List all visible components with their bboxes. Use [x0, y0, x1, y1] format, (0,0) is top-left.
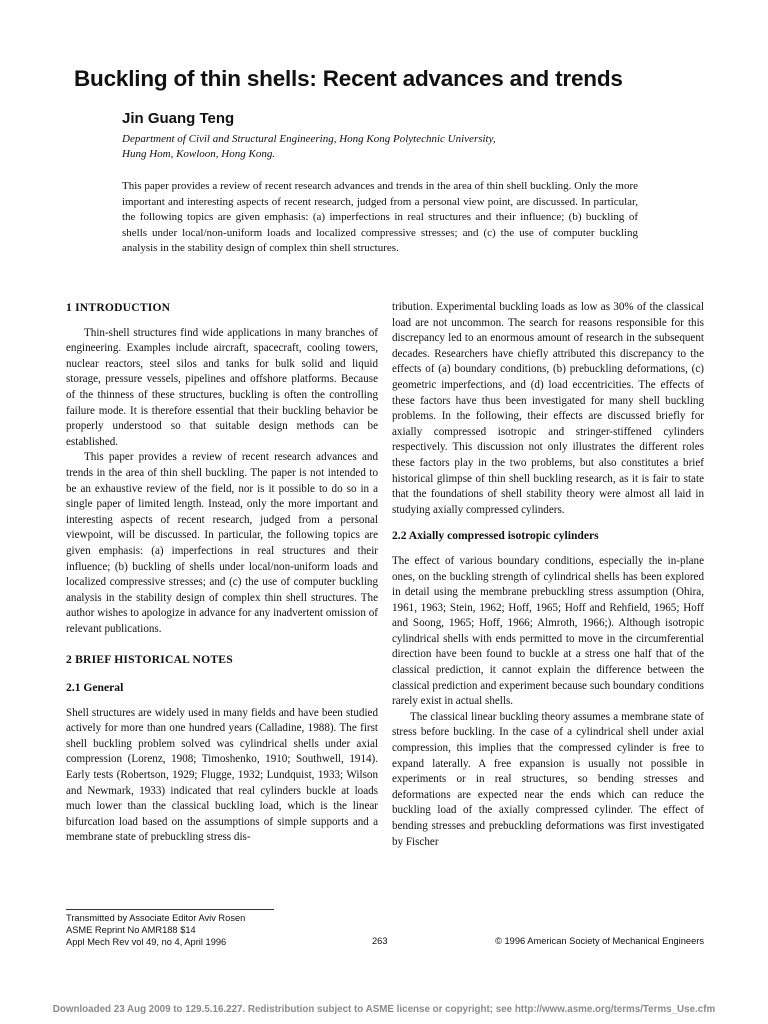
paragraph: tribution. Experimental buckling loads as low as 30% of the classical load are not uncommon. The search for reasons responsible for this discrepancy led to an enormous amount of research in the subsequent decades. Researchers have chiefly attributed this discrepancy to the effects of (a) boundary conditions, (b) prebuckling deformations, (c) geometric imperfections, and (d) load eccentricities. The effects of these factors have thus been investigated for many shell buckling problems. In the following, their effects are discussed briefly for axially compressed isotropic and stringer-stiffened cylinders respectively. This discussion not only illustrates the different roles these factors play in the two problems, but also constitutes a brief historical glimpse of thin shell buckling research, as it is fair to state that the foundations of shell stability theory were almost all laid in studying axially compressed cylinders. — [392, 301, 704, 516]
page-number: 263 — [372, 936, 388, 946]
author-affiliation — [122, 132, 592, 162]
footnote-journal: Appl Mech Rev vol 49, no 4, April 1996 — [66, 937, 227, 947]
paper-title: Buckling of thin shells: Recent advances and trends — [74, 66, 623, 91]
abstract: This paper provides a review of recent research advances and trends in the area of thin shell buckling. Only the more important and interesting aspects of recent research, judged from a personal view point, are discussed. In particular, the following topics are given emphasis: (a) imperfections in real structures and their influence; (b) buckling of shells under local/non-uniform loads and localized compressive stresses; and (c) the use of computer buckling analysis in the stability design of complex thin shell structures. — [122, 180, 638, 254]
section-heading-introduction: 1 INTRODUCTION — [66, 301, 171, 314]
paragraph: Thin-shell structures find wide applications in many branches of engineering. Examples include aircraft, spacecraft, cooling towers, nuclear reactors, steel silos and tanks for bulk solid and liquid storage, pressure vessels, pipelines and offshore platforms. Because of the thinness of these structures, buckling is often the controlling failure mode. It is therefore essential that their buckling behavior be properly understood so that suitable design methods can be established. — [66, 326, 378, 448]
footnote-reprint: ASME Reprint No AMR188 $14 — [66, 925, 196, 935]
copyright-notice: © 1996 American Society of Mechanical Engineers — [495, 936, 704, 946]
subsection-heading-isotropic-cylinders: 2.2 Axially compressed isotropic cylinders — [392, 529, 599, 543]
paragraph: Shell structures are widely used in many fields and have been studied actively for more than one hundred years (Calladine, 1988). The first shell buckling problem solved was cylindrical shells under axial compression (Lorenz, 1908; Timoshenko, 1910; Southwell, 1914). Early tests (Robertson, 1929; Flugge, 1932; Lundquist, 1933; Wilson and Newmark, 1933) indicated that real cylinders buckle at loads much lower than the classical buckling load, which is the linear bifurcation load based on the assumptions of simple supports and a membrane state of prebuckling stress dis- — [66, 706, 378, 844]
affiliation-line: Department of Civil and Structural Engineering, Hong Kong Polytechnic University, — [122, 133, 496, 145]
footnotes — [66, 912, 245, 948]
subsection-heading-general: 2.1 General — [66, 681, 124, 695]
footnote-rule — [66, 909, 274, 910]
section-heading-historical-notes: 2 BRIEF HISTORICAL NOTES — [66, 653, 233, 667]
download-notice: Downloaded 23 Aug 2009 to 129.5.16.227. Redistribution subject to ASME license or copyright; see http://www.asme.org/terms/Terms_Use.cfm — [52, 1004, 716, 1015]
footnote-editor: Transmitted by Associate Editor Aviv Rosen — [66, 913, 246, 923]
paragraph: This paper provides a review of recent research advances and trends in the area of thin shell buckling. The paper is not intended to be an exhaustive review of the field, nor is it possible to do so in a single paper of limited length. Instead, only the more important and interesting aspects of recent research, judged from a personal viewpoint, will be discussed. In particular, the following topics are given emphasis: (a) imperfections in real structures and their influence; (b) buckling of shells under local/non-uniform loads and localized compressive stresses; and (c) the use of computer buckling analysis in the stability design of complex thin shell structures. The author wishes to apologize in advance for any inadvertent omission of relevant publications. — [66, 451, 378, 635]
paragraph: The effect of various boundary conditions, especially the in-plane ones, on the buckling strength of cylindrical shells has been explored in detail using the membrane prebuckling stress assumption (Ohira, 1961, 1963; Stein, 1962; Hoff, 1965; Hoff and Rehfield, 1965; Hoff and Soong, 1965; Hoff, 1966; Almroth, 1966;). Although isotropic cylindrical shells with ends permitted to move in the circumferential direction have been found to buckle at a stress one half that of the classical prediction, it cannot explain the difference between the classical prediction and experiment because such boundary conditions rarely exist in actual shells. — [392, 554, 704, 708]
paragraph: The classical linear buckling theory assumes a membrane state of stress before buckling. In the case of a cylindrical shell under axial compression, this implies that the compressed cylinder is free to expand laterally. A free expansion is usually not possible in experiments or in real structures, so bending stresses and deformations are expected near the ends which can reduce the buckling load of the axially compressed cylinder. The effect of bending stresses and prebuckling deformations was first investigated by Fischer — [392, 710, 704, 848]
affiliation-line: Hung Hom, Kowloon, Hong Kong. — [122, 148, 276, 160]
left-column — [66, 300, 378, 846]
right-column — [392, 300, 704, 850]
author-name: Jin Guang Teng — [122, 110, 235, 127]
